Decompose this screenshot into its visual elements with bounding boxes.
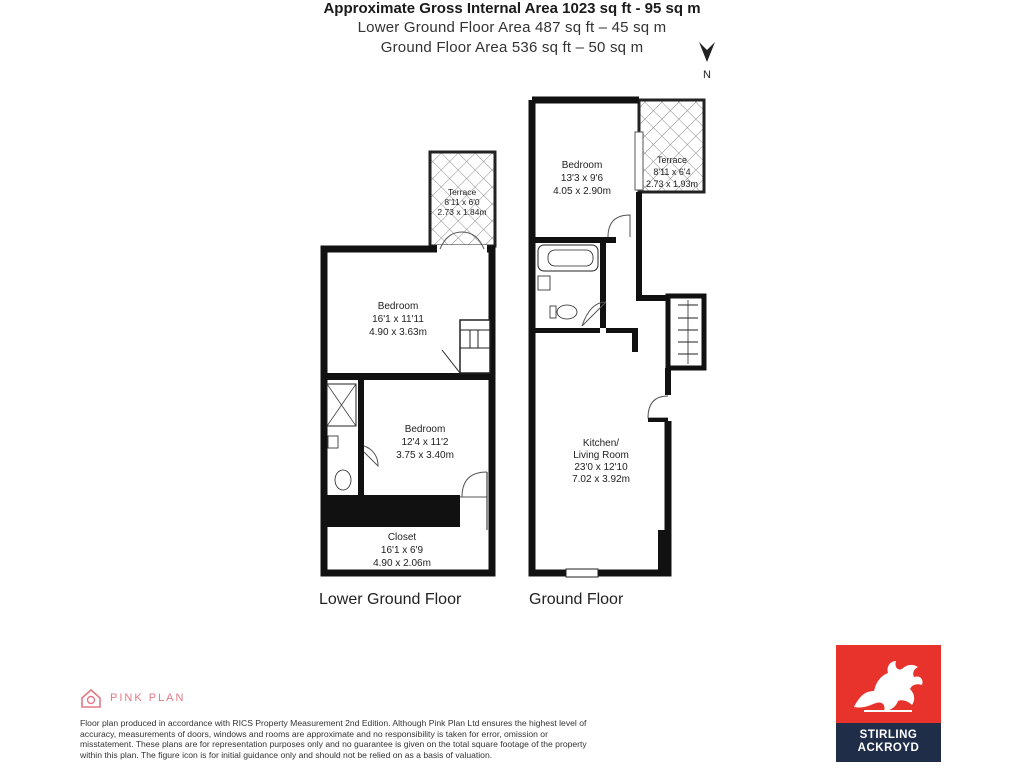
staircase — [678, 300, 698, 364]
area-title: Approximate Gross Internal Area 1023 sq ft - 95 sq m — [323, 0, 701, 17]
pink-plan-text: PINK PLAN — [110, 692, 186, 704]
room-name: Bedroom — [404, 424, 446, 435]
compass-label: N — [703, 69, 711, 81]
north-arrow-icon — [699, 42, 715, 62]
room-metric: 2.73 x 1.84m — [437, 207, 487, 217]
room-name: Kitchen/ — [582, 438, 620, 449]
room-metric: 4.90 x 3.63m — [369, 327, 427, 338]
brand-red-panel — [836, 645, 941, 723]
griffin-icon — [836, 645, 941, 723]
room-metric: 2.73 x 1.93m — [645, 179, 699, 189]
room-metric: 4.05 x 2.90m — [553, 186, 611, 197]
pink-plan-logo — [80, 686, 185, 710]
room-imperial: 16'1 x 11'11 — [372, 314, 424, 325]
basin — [328, 436, 338, 448]
built-in-storage — [324, 495, 460, 527]
ground-floor-area: Ground Floor Area 536 sq ft – 50 sq m — [380, 39, 644, 56]
room-metric: 7.02 x 3.92m — [572, 474, 630, 485]
room-name: Bedroom — [561, 160, 603, 171]
room-name: Closet — [387, 532, 417, 543]
room-imperial: 16'1 x 6'9 — [380, 545, 424, 556]
brand-line1: STIRLING — [859, 729, 918, 741]
stirling-ackroyd-logo — [836, 645, 941, 762]
brand-line2: ACKROYD — [857, 742, 920, 754]
house-icon — [80, 687, 102, 709]
room-metric: 4.90 x 2.06m — [373, 558, 431, 569]
lower-ground-floor-label: Lower Ground Floor — [319, 591, 462, 608]
brand-navy-panel — [836, 723, 941, 762]
room-name: Terrace — [447, 187, 477, 197]
room-imperial: 13'3 x 9'6 — [560, 173, 604, 184]
ground-floor-label: Ground Floor — [529, 591, 624, 608]
staircase — [442, 320, 490, 373]
room-imperial: 8'11 x 6'0 — [444, 197, 480, 207]
room-imperial: 8'11 x 6'4 — [653, 167, 691, 177]
basin — [538, 276, 550, 290]
room-name: Bedroom — [377, 301, 419, 312]
room-imperial: 23'0 x 12'10 — [574, 462, 628, 473]
room-imperial: 12'4 x 11'2 — [401, 437, 449, 448]
lower-floor-area: Lower Ground Floor Area 487 sq ft – 45 sq m — [357, 19, 667, 36]
room-name: Terrace — [656, 155, 688, 165]
room-name-line2: Living Room — [573, 450, 629, 461]
toilet — [557, 305, 577, 319]
toilet — [335, 470, 351, 490]
disclaimer-text: Floor plan produced in accordance with RICS Property Measurement 2nd Edition. Although Pink Plan Ltd ensures the highest level of accuracy, measurements of doors, windows and rooms are approximate and no responsibility is taken for error, omission or misstatement. These plans are for representation purposes only and no guarantee is given on the total square footage of the property within this plan. The figure icon is for initial guidance only and should not be relied on as a basis of valuation. — [80, 718, 587, 760]
room-metric: 3.75 x 3.40m — [396, 450, 454, 461]
